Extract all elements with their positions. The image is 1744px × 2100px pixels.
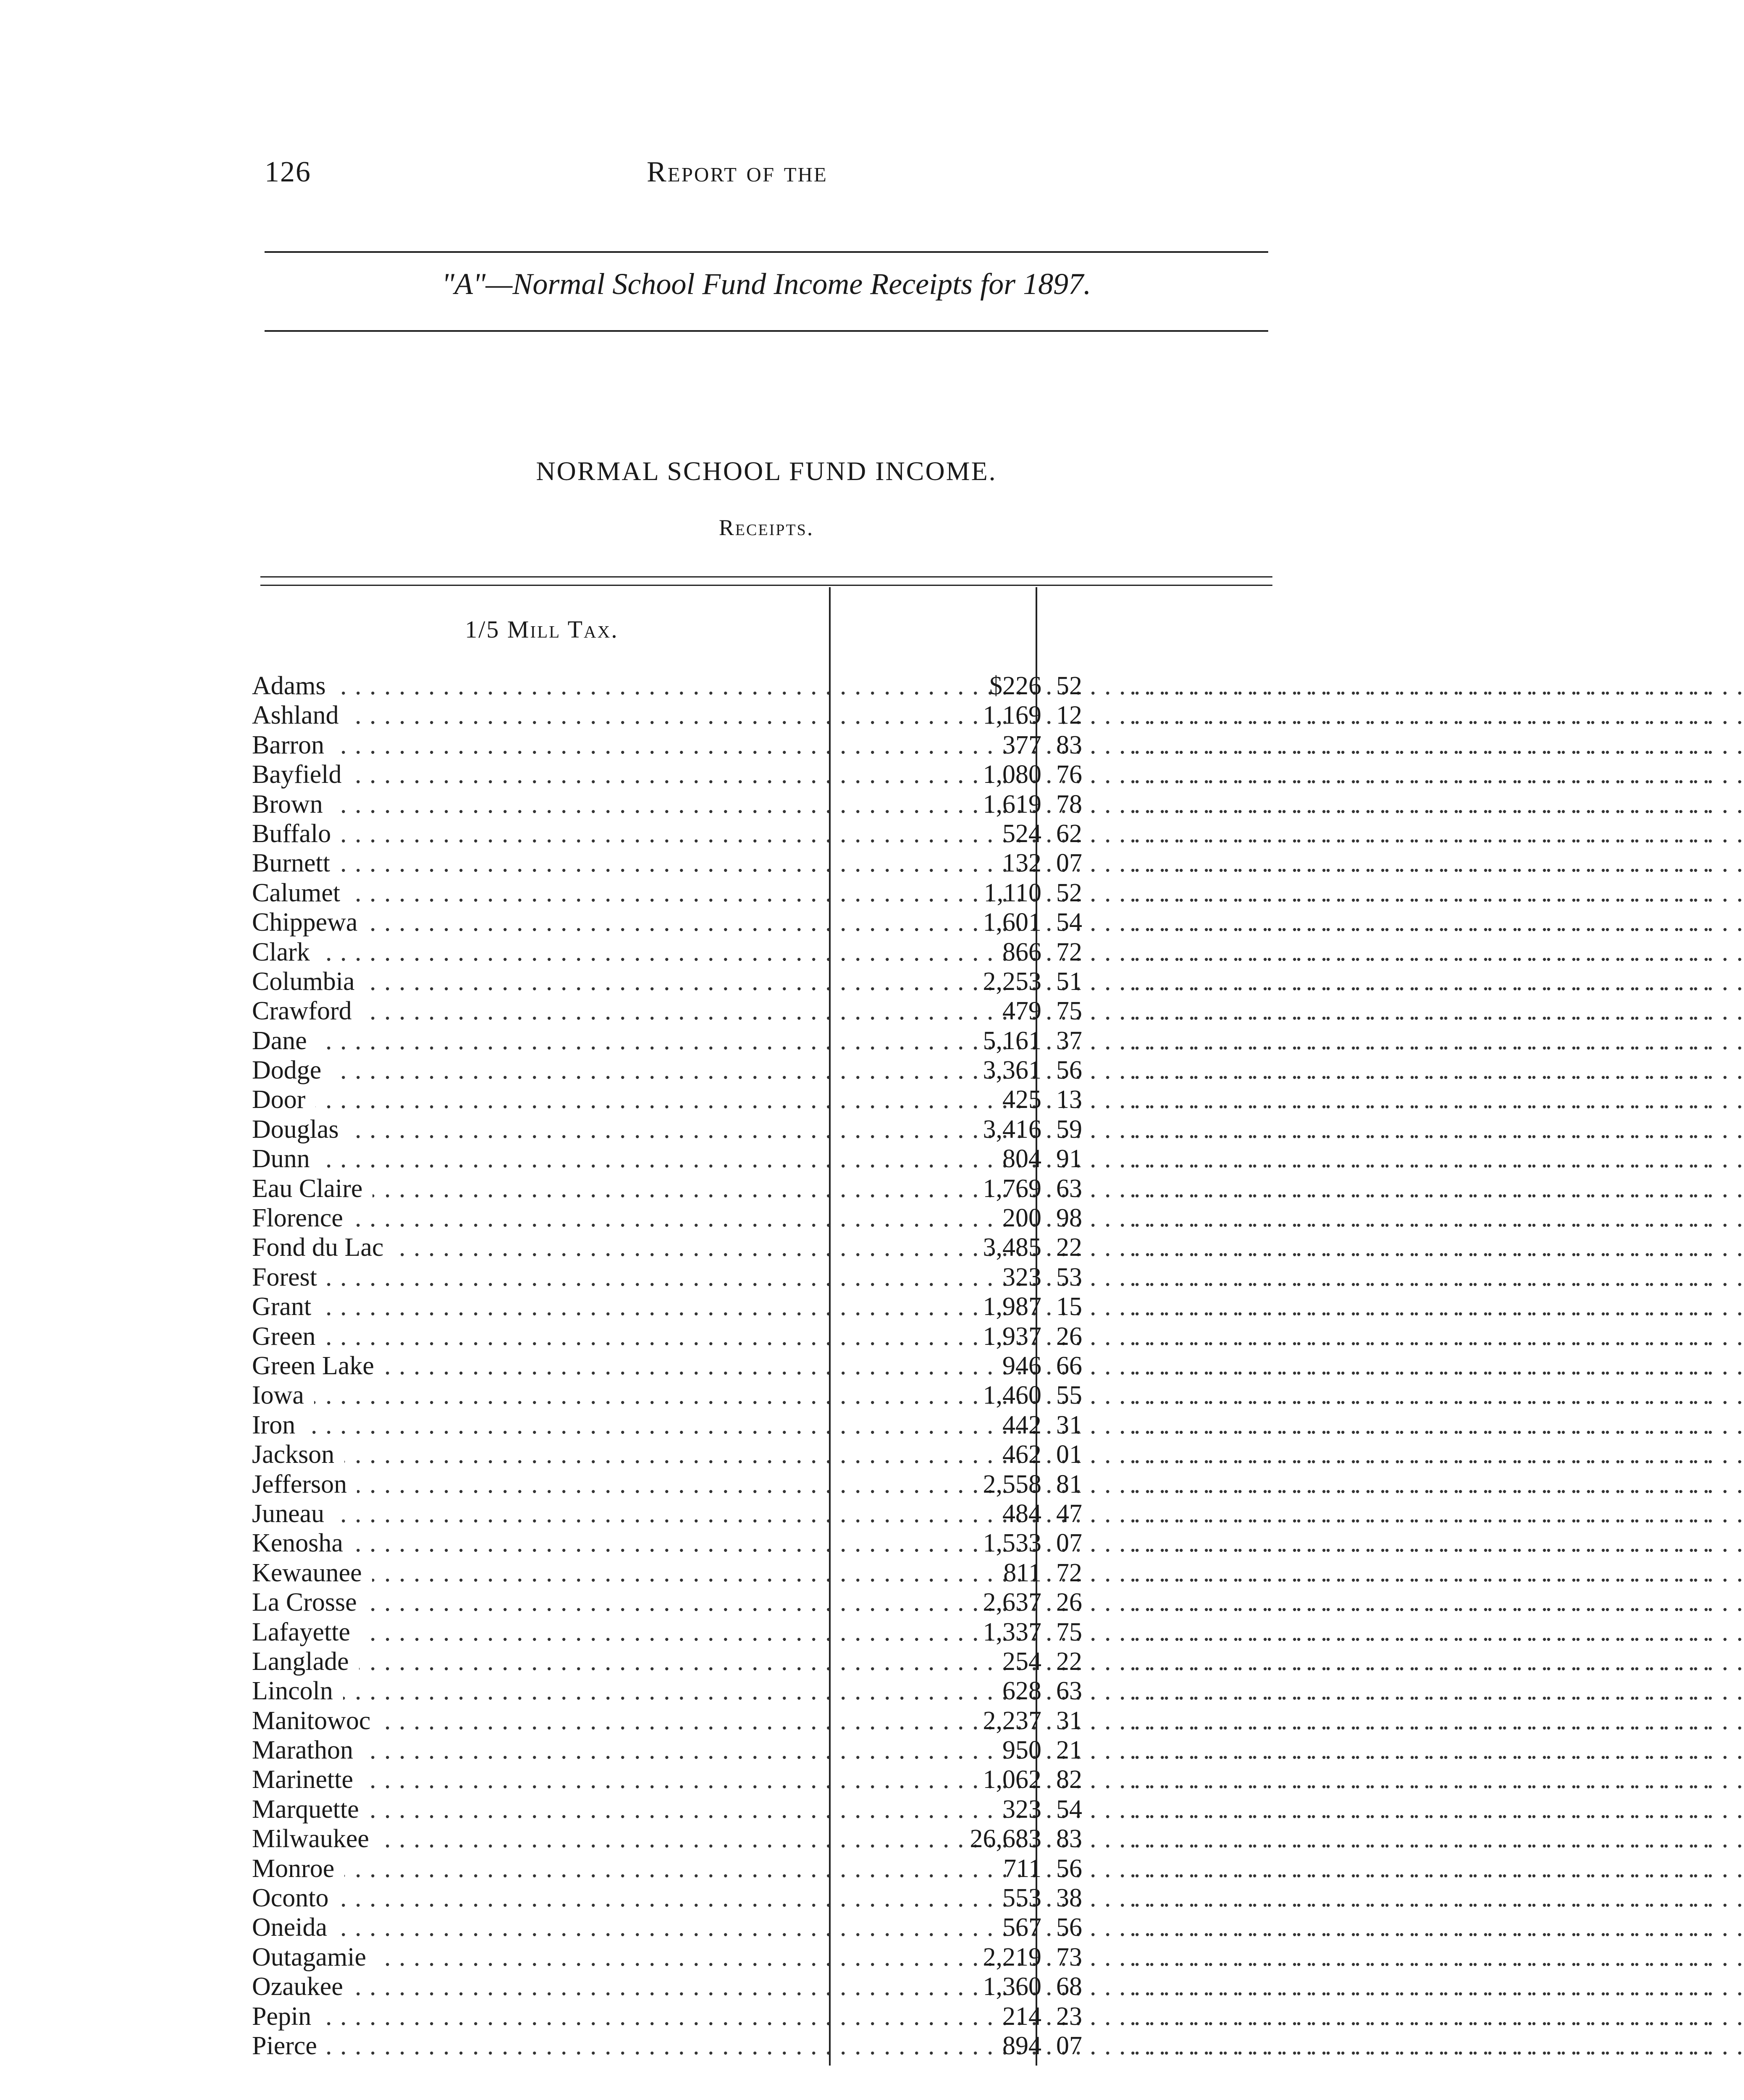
dot-leader: . . . . . . . . . . . . . . . . . . . . . . . . . . . . . . . . . . . . . . . . (1130, 1115, 1710, 1144)
table-row (252, 1351, 1710, 1381)
county-name: Kenosha (252, 1529, 353, 1557)
table-row (252, 1765, 1710, 1794)
table-row (252, 671, 1710, 701)
amount-dollars: 479 (1002, 997, 1041, 1026)
receipts-table (252, 671, 1710, 2061)
amount-dollars: 254 (1002, 1647, 1041, 1676)
county-name: Outagamie (252, 1943, 376, 1971)
county-name: Lafayette (252, 1618, 360, 1646)
amount-dollars: $226 (989, 672, 1041, 700)
amount-dollars: 425 (1002, 1085, 1041, 1114)
dot-leader: . . . . . . . . . . . . . . . . . . . . . . . . . . . . . . . . . . . . . . . . (1130, 2031, 1710, 2060)
amount-cents: 54 (1056, 1795, 1082, 1824)
county-cell (252, 1735, 823, 1765)
table-row (252, 908, 1710, 937)
amount-cents: 72 (1056, 1558, 1082, 1587)
table-row (252, 1528, 1710, 1558)
amount-dollars: 628 (1002, 1677, 1041, 1706)
amount-cents: 83 (1056, 730, 1082, 759)
dot-leader: . . . . . . . . . . . . . . . . . . . . . . . . . . . . . . . . . . . . . . . . (1130, 760, 1710, 789)
county-name: Kewaunee (252, 1559, 372, 1587)
table-row (252, 730, 1710, 760)
county-name: Monroe (252, 1854, 344, 1883)
column-header: 1/5 Mill Tax. (465, 616, 619, 643)
amount-dollars: 1,080 (983, 760, 1041, 789)
dot-leader: . . . . . . . . . . . . . . . . . . . . . . . . . . . . . . . . . . . . . . . . (1130, 1617, 1710, 1646)
amount-dollars: 2,219 (983, 1942, 1041, 1971)
dot-leader: . . . . . . . . . . . . . . . . . . . . . . . . . . . . . . . . . . . . . . . . (1130, 1854, 1710, 1883)
dot-leader: . . . . . . . . . . . . . . . . . . . . . . . . . . . . . . . . . . . . . . . . (1130, 1322, 1710, 1351)
county-name: Oneida (252, 1913, 337, 1942)
amount-dollars: 567 (1002, 1913, 1041, 1942)
amount-dollars: 26,683 (970, 1824, 1041, 1853)
county-cell (252, 1942, 823, 1972)
county-name: Clark (252, 938, 320, 966)
county-name: Green Lake (252, 1352, 384, 1380)
amount-cents: 63 (1056, 1174, 1082, 1203)
dot-leader: . . . . . . . . . . . . . . . . . . . . . . . . . . . . . . . . . . . . . . . . (1130, 1942, 1710, 1971)
amount-cents: 26 (1056, 1588, 1082, 1617)
table-row (252, 1558, 1710, 1588)
amount-dollars: 894 (1002, 2031, 1041, 2060)
county-name: Ozaukee (252, 1972, 353, 2001)
county-cell (252, 819, 823, 848)
table-row (252, 1647, 1710, 1676)
county-cell (252, 1440, 823, 1469)
running-head: Report of the (647, 156, 828, 188)
dot-leader: . . . . . . . . . . . . . . . . . . . . . . . . . . . . . . . . . . . . . . . . (1130, 1736, 1710, 1765)
county-cell (252, 1676, 823, 1706)
county-name: Ashland (252, 701, 349, 730)
table-row (252, 937, 1710, 967)
amount-dollars: 1,987 (983, 1292, 1041, 1321)
amount-dollars: 804 (1002, 1144, 1041, 1173)
county-cell (252, 1706, 823, 1735)
amount-cents: 91 (1056, 1144, 1082, 1173)
table-row (252, 1263, 1710, 1292)
dot-leader: . . . . . . . . . . . . . . . . . . . . . . . . . . . . . . . . . . . . . . . . (1130, 1795, 1710, 1824)
county-cell (252, 967, 823, 996)
county-name: Lincoln (252, 1677, 343, 1705)
county-cell (252, 1263, 823, 1292)
county-cell (252, 1233, 823, 1262)
county-name: La Crosse (252, 1588, 367, 1617)
amount-dollars: 3,416 (983, 1115, 1041, 1144)
amount-dollars: 1,460 (983, 1381, 1041, 1410)
dot-leader: . . . . . . . . . . . . . . . . . . . . . . . . . . . . . . . . . . . . . . . . (1130, 1470, 1710, 1499)
county-cell (252, 1558, 823, 1588)
table-row (252, 1617, 1710, 1647)
table-row (252, 1942, 1710, 1972)
table-row (252, 1588, 1710, 1617)
amount-dollars: 2,253 (983, 967, 1041, 996)
dot-leader: . . . . . . . . . . . . . . . . . . . . . . . . . . . . . . . . . . . . . . . . (1130, 1144, 1710, 1173)
table-row (252, 1381, 1710, 1410)
county-name: Dodge (252, 1056, 331, 1084)
table-row (252, 996, 1710, 1026)
table-row (252, 760, 1710, 789)
amount-cents: 66 (1056, 1351, 1082, 1380)
dot-leader: . . . . . . . . . . . . . . . . . . . . . . . . . . . . . . . . . . . . . . . . (1130, 1765, 1710, 1794)
amount-cents: 12 (1056, 701, 1082, 730)
county-name: Iowa (252, 1381, 314, 1410)
amount-cents: 78 (1056, 790, 1082, 819)
county-cell (252, 1883, 823, 1913)
county-cell (252, 878, 823, 908)
county-name: Jackson (252, 1440, 344, 1469)
county-cell (252, 1085, 823, 1114)
amount-cents: 37 (1056, 1026, 1082, 1055)
amount-dollars: 323 (1002, 1795, 1041, 1824)
dot-leader: . . . . . . . . . . . . . . . . . . . . . . . . . . . . . . . . . . . . . . . . (1130, 1913, 1710, 1942)
amount-dollars: 3,361 (983, 1056, 1041, 1085)
amount-dollars: 377 (1002, 730, 1041, 759)
dot-leader: . . . . . . . . . . . . . . . . . . . . . . . . . . . . . . . . . . . . . . . . (1130, 967, 1710, 996)
county-cell (252, 1824, 823, 1853)
dot-leader: . . . . . . . . . . . . . . . . . . . . . . . . . . . . . . . . . . . . . . . . (1130, 849, 1710, 878)
table-row (252, 1795, 1710, 1824)
amount-cents: 56 (1056, 1854, 1082, 1883)
county-name: Adams (252, 672, 336, 700)
table-row (252, 967, 1710, 996)
dot-leader: . . . . . . . . . . . . . . . . . . . . . . . . . . . . . . . . . . . . . . . . (1130, 1529, 1710, 1558)
amount-dollars: 866 (1002, 937, 1041, 966)
county-cell (252, 1765, 823, 1794)
table-row (252, 1055, 1710, 1085)
amount-cents: 98 (1056, 1204, 1082, 1233)
amount-cents: 63 (1056, 1677, 1082, 1706)
dot-leader: . . . . . . . . . . . . . . . . . . . . . . . . . . . . . . . . . . . . . . . . (1130, 2002, 1710, 2031)
amount-cents: 56 (1056, 1913, 1082, 1942)
amount-dollars: 524 (1002, 819, 1041, 848)
table-row (252, 1499, 1710, 1528)
amount-cents: 15 (1056, 1292, 1082, 1321)
table-row (252, 1203, 1710, 1233)
table-row (252, 1883, 1710, 1913)
dot-leader: . . . . . . . . . . . . . . . . . . . . . . . . . . . . . . . . . . . . . . . . (1130, 1972, 1710, 2001)
amount-cents: 54 (1056, 908, 1082, 937)
amount-cents: 68 (1056, 1972, 1082, 2001)
amount-cents: 38 (1056, 1884, 1082, 1913)
county-name: Juneau (252, 1499, 334, 1528)
amount-dollars: 323 (1002, 1263, 1041, 1292)
dot-leader: . . . . . . . . . . . . . . . . . . . . . . . . . . . . . . . . . . . . . . . . (1130, 1204, 1710, 1233)
county-name: Marquette (252, 1795, 369, 1824)
amount-cents: 55 (1056, 1381, 1082, 1410)
amount-cents: 75 (1056, 1617, 1082, 1646)
county-cell (252, 1026, 823, 1055)
county-cell (252, 1470, 823, 1499)
table-row (252, 1233, 1710, 1262)
amount-cents: 53 (1056, 1263, 1082, 1292)
amount-dollars: 2,558 (983, 1470, 1041, 1499)
amount-cents: 72 (1056, 937, 1082, 966)
amount-cents: 22 (1056, 1233, 1082, 1262)
amount-dollars: 214 (1002, 2002, 1041, 2031)
amount-dollars: 1,110 (983, 878, 1041, 907)
county-name: Grant (252, 1292, 321, 1321)
table-row (252, 1292, 1710, 1321)
county-name: Door (252, 1085, 315, 1114)
table-row (252, 819, 1710, 848)
amount-dollars: 1,337 (983, 1617, 1041, 1646)
table-row (252, 878, 1710, 908)
dot-leader: . . . . . . . . . . . . . . . . . . . . . . . . . . . . . . . . . . . . . . . . (1130, 1174, 1710, 1203)
dot-leader: . . . . . . . . . . . . . . . . . . . . . . . . . . . . . . . . . . . . . . . . (1130, 1085, 1710, 1114)
amount-cents: 81 (1056, 1470, 1082, 1499)
table-subtitle: Receipts. (719, 515, 814, 540)
county-name: Bayfield (252, 760, 352, 789)
table-row (252, 848, 1710, 878)
dot-leader: . . . . . . . . . . . . . . . . . . . . . . . . . . . . . . . . . . . . . . . . (1130, 1026, 1710, 1055)
county-cell (252, 937, 823, 967)
table-title: NORMAL SCHOOL FUND INCOME. (536, 456, 997, 486)
county-name: Marathon (252, 1736, 363, 1764)
county-cell (252, 790, 823, 819)
dot-leader: . . . . . . . . . . . . . . . . . . . . . . . . . . . . . . . . . . . . . . . . (1130, 1499, 1710, 1528)
dot-leader: . . . . . . . . . . . . . . . . . . . . . . . . . . . . . . . . . . . . . . . . (1130, 1056, 1710, 1085)
table-row (252, 1410, 1710, 1440)
county-name: Dane (252, 1026, 317, 1055)
table-row (252, 790, 1710, 819)
county-name: Milwaukee (252, 1824, 379, 1853)
table-row (252, 1735, 1710, 1765)
table-double-rule-bottom (260, 585, 1272, 586)
county-cell (252, 1115, 823, 1144)
county-name: Pepin (252, 2002, 321, 2031)
amount-cents: 07 (1056, 1529, 1082, 1558)
amount-cents: 23 (1056, 2002, 1082, 2031)
amount-dollars: 3,485 (983, 1233, 1041, 1262)
county-name: Eau Claire (252, 1174, 372, 1203)
page-number: 126 (265, 156, 311, 188)
amount-cents: 22 (1056, 1647, 1082, 1676)
table-row (252, 1026, 1710, 1055)
dot-leader: . . . . . . . . . . . . . . . . . . . . . . . . . . . . . . . . . . . . . . . . (1130, 819, 1710, 848)
amount-cents: 83 (1056, 1824, 1082, 1853)
table-row (252, 1824, 1710, 1853)
county-cell (252, 1351, 823, 1381)
table-row (252, 2031, 1710, 2061)
amount-cents: 21 (1056, 1736, 1082, 1765)
county-cell (252, 1144, 823, 1173)
county-name: Dunn (252, 1144, 320, 1173)
county-name: Crawford (252, 997, 362, 1025)
county-cell (252, 730, 823, 760)
dot-leader: . . . . . . . . . . . . . . . . . . . . . . . . . . . . . . . . . . . . . . . . (1130, 1292, 1710, 1321)
dot-leader: . . . . . . . . . . . . . . . . . . . . . . . . . . . . . . . . . . . . . . . . (1130, 730, 1710, 759)
amount-cents: 26 (1056, 1322, 1082, 1351)
table-row (252, 1085, 1710, 1114)
dot-leader: . . . . . . . . . . . . . . . . . . . . . . . . . . . . . . . . . . . . . . . . (1130, 997, 1710, 1026)
amount-cents: 47 (1056, 1499, 1082, 1528)
amount-dollars: 2,637 (983, 1588, 1041, 1617)
county-cell (252, 996, 823, 1026)
county-name: Marinette (252, 1765, 363, 1794)
county-name: Calumet (252, 879, 350, 907)
county-cell (252, 848, 823, 878)
amount-dollars: 442 (1002, 1410, 1041, 1439)
table-row (252, 1913, 1710, 1942)
county-name: Oconto (252, 1884, 339, 1912)
table-row (252, 1854, 1710, 1883)
county-name: Green (252, 1322, 325, 1351)
county-cell (252, 1647, 823, 1676)
amount-cents: 07 (1056, 849, 1082, 878)
table-row (252, 1322, 1710, 1351)
table-row (252, 1144, 1710, 1173)
dot-leader: . . . . . . . . . . . . . . . . . . . . . . . . . . . . . . . . . . . . . . . . (1130, 701, 1710, 730)
table-row (252, 1115, 1710, 1144)
county-name: Buffalo (252, 819, 341, 848)
county-name: Fond du Lac (252, 1233, 393, 1262)
amount-dollars: 5,161 (983, 1026, 1041, 1055)
amount-dollars: 811 (1003, 1558, 1041, 1587)
dot-leader: . . . . . . . . . . . . . . . . . . . . . . . . . . . . . . . . . . . . . . . . (1130, 1706, 1710, 1735)
amount-dollars: 946 (1002, 1351, 1041, 1380)
county-name: Columbia (252, 967, 365, 996)
amount-cents: 52 (1056, 878, 1082, 907)
amount-cents: 52 (1056, 672, 1082, 700)
county-name: Douglas (252, 1115, 349, 1144)
dot-leader: . . . . . . . . . . . . . . . . . . . . . . . . . . . . . . . . . . . . . . . . (1130, 878, 1710, 907)
county-cell (252, 2031, 823, 2061)
amount-cents: 56 (1056, 1056, 1082, 1085)
county-name: Burnett (252, 849, 340, 877)
county-name: Forest (252, 1263, 327, 1292)
table-row (252, 1470, 1710, 1499)
county-name: Iron (252, 1411, 305, 1439)
amount-dollars: 1,062 (983, 1765, 1041, 1794)
county-cell (252, 701, 823, 730)
amount-dollars: 553 (1002, 1884, 1041, 1913)
dot-leader: . . . . . . . . . . . . . . . . . . . . . . . . . . . . . . . . . . . . . . . . (1130, 1824, 1710, 1853)
table-row (252, 1706, 1710, 1735)
county-cell (252, 760, 823, 789)
county-cell (252, 1795, 823, 1824)
county-name: Jefferson (252, 1470, 357, 1499)
county-cell (252, 1055, 823, 1085)
amount-dollars: 2,237 (983, 1706, 1041, 1735)
table-row (252, 1174, 1710, 1203)
amount-cents: 51 (1056, 967, 1082, 996)
county-name: Barron (252, 731, 334, 759)
amount-dollars: 200 (1002, 1204, 1041, 1233)
section-rule (265, 330, 1268, 332)
section-title: "A"—Normal School Fund Income Receipts for 1897. (441, 267, 1091, 301)
amount-cents: 31 (1056, 1410, 1082, 1439)
amount-dollars: 1,533 (983, 1529, 1041, 1558)
dot-leader: . . . . . . . . . . . . . . . . . . . . . . . . . . . . . . . . . . . . . . . . (1130, 937, 1710, 966)
dot-leader: . . . . . . . . . . . . . . . . . . . . . . . . . . . . . . . . . . . . . . . . (1130, 1381, 1710, 1410)
county-cell (252, 1322, 823, 1351)
county-cell (252, 1203, 823, 1233)
county-name: Chippewa (252, 908, 367, 937)
county-cell (252, 1617, 823, 1647)
dot-leader: . . . . . . . . . . . . . . . . . . . . . . . . . . . . . . . . . . . . . . . . (1130, 908, 1710, 937)
dot-leader: . . . . . . . . . . . . . . . . . . . . . . . . . . . . . . . . . . . . . . . . (1130, 1647, 1710, 1676)
amount-cents: 76 (1056, 760, 1082, 789)
dot-leader: . . . . . . . . . . . . . . . . . . . . . . . . . . . . . . . . . . . . . . . . (1130, 1884, 1710, 1913)
table-row (252, 701, 1710, 730)
county-name: Pierce (252, 2032, 327, 2060)
dot-leader: . . . . . . . . . . . . . . . . . . . . . . . . . . . . . . . . . . . . . . . . (1130, 790, 1710, 819)
county-cell (252, 1292, 823, 1321)
dot-leader: . . . . . . . . . . . . . . . . . . . . . . . . . . . . . . . . . . . . . . . . (1130, 1410, 1710, 1439)
amount-cents: 59 (1056, 1115, 1082, 1144)
county-cell (252, 1854, 823, 1883)
amount-dollars: 1,601 (983, 908, 1041, 937)
county-cell (252, 1499, 823, 1528)
amount-cents: 13 (1056, 1085, 1082, 1114)
amount-dollars: 711 (1003, 1854, 1041, 1883)
county-cell (252, 1913, 823, 1942)
dot-leader: . . . . . . . . . . . . . . . . . . . . . . . . . . . . . . . . . . . . . . . . (1130, 1263, 1710, 1292)
dot-leader: . . . . . . . . . . . . . . . . . . . . . . . . . . . . . . . . . . . . . . . . (1130, 1440, 1710, 1469)
county-cell (252, 1410, 823, 1440)
county-name: Manitowoc (252, 1706, 380, 1735)
county-cell (252, 1174, 823, 1203)
county-cell (252, 1588, 823, 1617)
top-rule (265, 251, 1268, 253)
dot-leader: . . . . . . . . . . . . . . . . . . . . . . . . . . . . . . . . . . . . . . . . (1130, 1351, 1710, 1380)
dot-leader: . . . . . . . . . . . . . . . . . . . . . . . . . . . . . . . . . . . . . . . . (1130, 1558, 1710, 1587)
amount-dollars: 1,769 (983, 1174, 1041, 1203)
table-row (252, 1440, 1710, 1469)
amount-dollars: 462 (1002, 1440, 1041, 1469)
amount-cents: 75 (1056, 997, 1082, 1026)
county-cell (252, 1381, 823, 1410)
county-cell (252, 671, 823, 701)
table-double-rule-top (260, 576, 1272, 578)
county-cell (252, 1528, 823, 1558)
amount-dollars: 1,937 (983, 1322, 1041, 1351)
amount-dollars: 484 (1002, 1499, 1041, 1528)
county-cell (252, 908, 823, 937)
amount-dollars: 950 (1002, 1736, 1041, 1765)
amount-cents: 82 (1056, 1765, 1082, 1794)
amount-cents: 01 (1056, 1440, 1082, 1469)
county-name: Florence (252, 1204, 353, 1232)
table-row (252, 1676, 1710, 1706)
table-row (252, 1972, 1710, 2001)
table-row (252, 2002, 1710, 2031)
county-cell (252, 1972, 823, 2001)
amount-dollars: 1,169 (983, 701, 1041, 730)
dot-leader: . . . . . . . . . . . . . . . . . . . . . . . . . . . . . . . . . . . . . . . . (1130, 1233, 1710, 1262)
county-cell (252, 2002, 823, 2031)
county-name: Langlade (252, 1647, 359, 1676)
amount-dollars: 132 (1002, 849, 1041, 878)
amount-dollars: 1,619 (983, 790, 1041, 819)
amount-cents: 73 (1056, 1942, 1082, 1971)
dot-leader: . . . . . . . . . . . . . . . . . . . . . . . . . . . . . . . . . . . . . . . . (1130, 672, 1710, 700)
amount-cents: 62 (1056, 819, 1082, 848)
amount-dollars: 1,360 (983, 1972, 1041, 2001)
dot-leader: . . . . . . . . . . . . . . . . . . . . . . . . . . . . . . . . . . . . . . . . (1130, 1588, 1710, 1617)
amount-cents: 07 (1056, 2031, 1082, 2060)
county-name: Brown (252, 790, 333, 819)
dot-leader: . . . . . . . . . . . . . . . . . . . . . . . . . . . . . . . . . . . . . . . . (1130, 1677, 1710, 1706)
amount-cents: 31 (1056, 1706, 1082, 1735)
